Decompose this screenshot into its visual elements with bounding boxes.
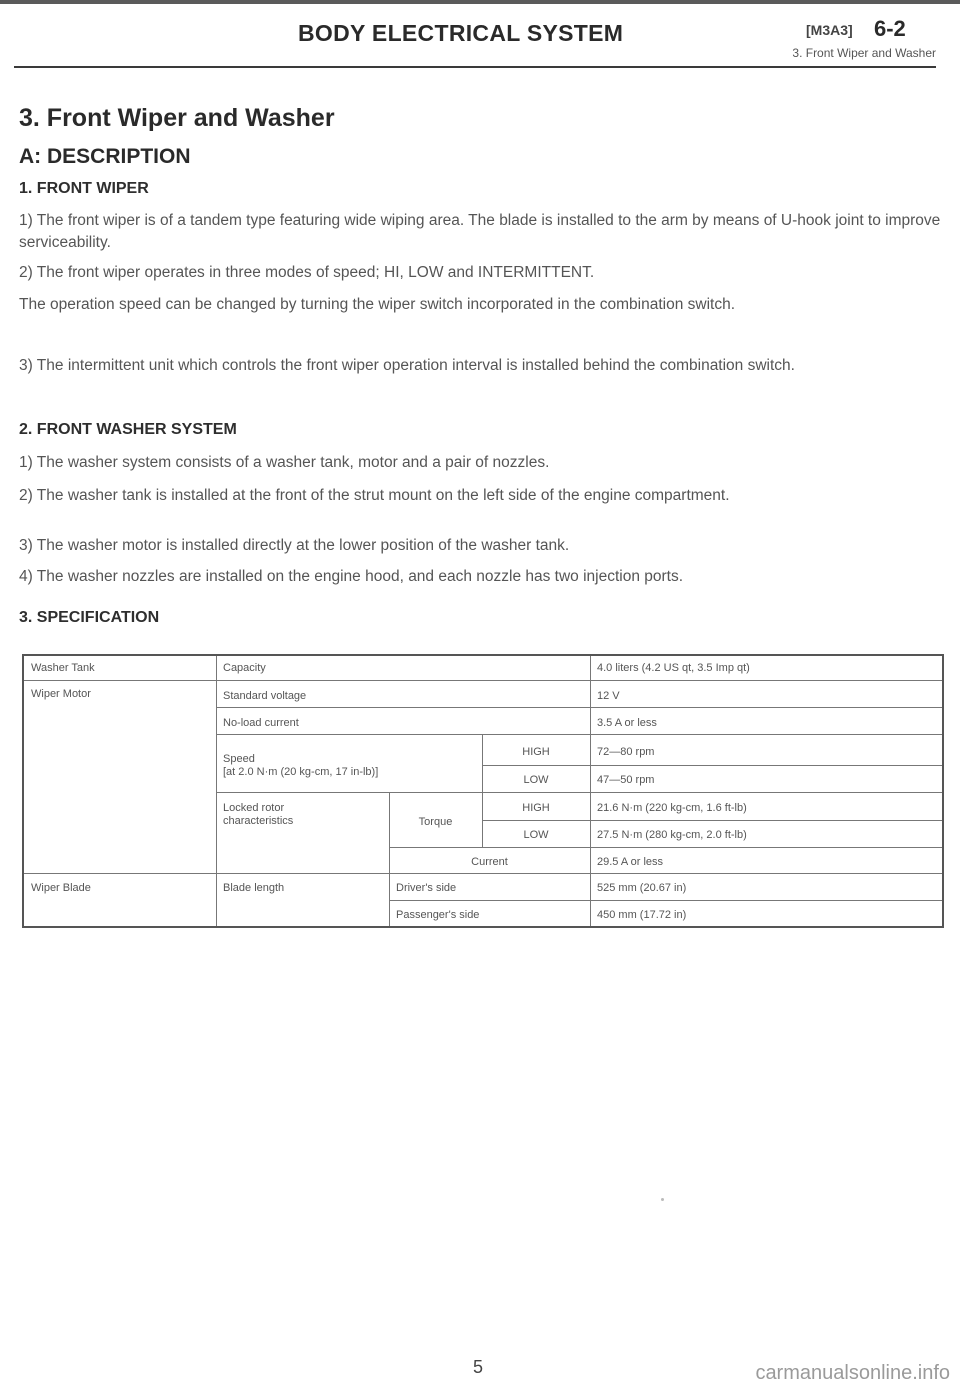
cell-blade-length: Blade length <box>223 882 285 894</box>
cell-current-value: 29.5 A or less <box>597 856 664 868</box>
cell-drivers-side-value: 525 mm (20.67 in) <box>597 882 687 894</box>
cell-current: Current <box>471 856 508 868</box>
cell-locked-rotor: Locked rotor <box>223 802 285 814</box>
cell-standard-voltage: Standard voltage <box>223 690 307 702</box>
washer-p4: 4) The washer nozzles are installed on the engine hood, and each nozzle has two injection ports. <box>19 568 684 585</box>
specification-table <box>22 654 944 928</box>
washer-p2: 2) The washer tank is installed at the front of the strut mount on the left side of the engine compartment. <box>19 487 730 504</box>
cell-capacity-value: 4.0 liters (4.2 US qt, 3.5 Imp qt) <box>597 662 750 674</box>
header-title: BODY ELECTRICAL SYSTEM <box>298 20 624 46</box>
header-page: 6-2 <box>874 16 906 41</box>
cell-speed-condition: [at 2.0 N·m (20 kg-cm, 17 in-lb)] <box>223 766 379 778</box>
front-wiper-heading: 1. FRONT WIPER <box>19 180 149 197</box>
cell-speed-low: LOW <box>523 774 549 786</box>
cell-passengers-side: Passenger's side <box>396 909 480 921</box>
cell-torque-low-value: 27.5 N·m (280 kg-cm, 2.0 ft-lb) <box>597 829 747 841</box>
cell-torque-low: LOW <box>523 829 549 841</box>
spec-heading: 3. SPECIFICATION <box>19 609 160 626</box>
washer-heading: 2. FRONT WASHER SYSTEM <box>19 421 237 438</box>
cell-speed-low-value: 47—50 rpm <box>597 774 655 786</box>
cell-capacity: Capacity <box>223 662 266 674</box>
cell-standard-voltage-value: 12 V <box>597 690 620 702</box>
cell-wiper-blade: Wiper Blade <box>31 882 91 894</box>
front-wiper-p4: 3) The intermittent unit which controls the front wiper operation interval is installed behind the combination switch. <box>19 357 795 374</box>
front-wiper-p3: The operation speed can be changed by turning the wiper switch incorporated in the combination switch. <box>19 296 736 313</box>
cell-torque-high-value: 21.6 N·m (220 kg-cm, 1.6 ft-lb) <box>597 802 747 814</box>
front-wiper-p2: 2) The front wiper operates in three modes of speed; HI, LOW and INTERMITTENT. <box>19 264 595 281</box>
washer-p1: 1) The washer system consists of a washer tank, motor and a pair of nozzles. <box>19 454 550 471</box>
speck <box>661 1198 664 1201</box>
cell-washer-tank: Washer Tank <box>31 662 95 674</box>
section-title: 3. Front Wiper and Washer <box>19 104 335 132</box>
header-rule <box>14 66 936 68</box>
cell-passengers-side-value: 450 mm (17.72 in) <box>597 909 687 921</box>
description-title: A: DESCRIPTION <box>19 145 191 168</box>
top-border <box>0 0 960 4</box>
page-number: 5 <box>473 1357 484 1377</box>
washer-p3: 3) The washer motor is installed directly at the lower position of the washer tank. <box>19 537 570 554</box>
cell-locked-rotor-characteristics: characteristics <box>223 815 294 827</box>
cell-speed-label: Speed <box>223 753 255 765</box>
front-wiper-p1: 1) The front wiper is of a tandem type featuring wide wiping area. The blade is installed to the arm by means of U-hook joint to improve serviceability. <box>19 212 941 251</box>
cell-drivers-side: Driver's side <box>396 882 457 894</box>
cell-speed-high-value: 72—80 rpm <box>597 746 655 758</box>
cell-no-load-current: No-load current <box>223 717 299 729</box>
cell-no-load-current-value: 3.5 A or less <box>597 717 657 729</box>
header-subtitle: 3. Front Wiper and Washer <box>792 46 936 60</box>
cell-speed-high: HIGH <box>522 746 550 758</box>
cell-wiper-motor: Wiper Motor <box>31 688 91 700</box>
cell-torque-high: HIGH <box>522 802 550 814</box>
header-code: [M3A3] <box>806 22 853 38</box>
watermark: carmanualsonline.info <box>755 1362 950 1384</box>
cell-torque: Torque <box>418 816 453 828</box>
